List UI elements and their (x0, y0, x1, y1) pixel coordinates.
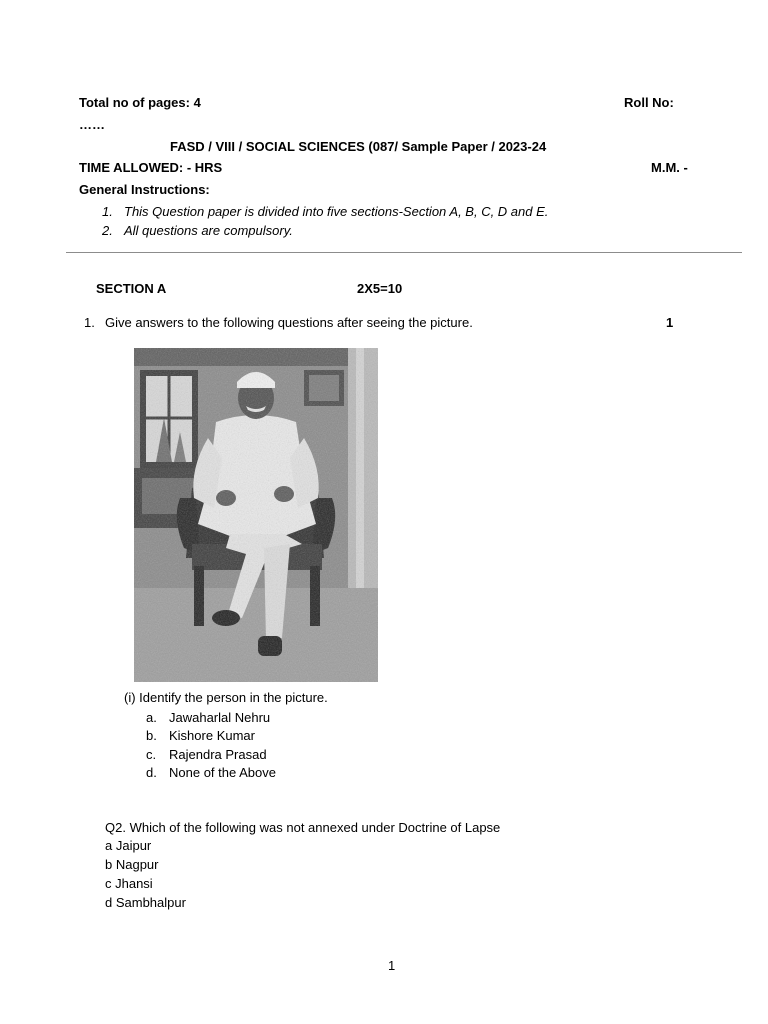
q1-option-a-text: Jawaharlal Nehru (169, 710, 271, 725)
portrait-photo (134, 348, 378, 682)
q2-option-c: c Jhansi (105, 876, 153, 891)
header-divider (66, 252, 742, 253)
q1-option-c-text: Rajendra Prasad (169, 747, 267, 762)
q2-option-a: a Jaipur (105, 838, 152, 853)
q1-subquestion: (i) Identify the person in the picture. (124, 690, 328, 705)
instruction-2-number: 2. (102, 223, 113, 238)
q1-text: Give answers to the following questions after seeing the picture. (105, 315, 473, 330)
q2-text: Q2. Which of the following was not annexed under Doctrine of Lapse (105, 820, 501, 835)
roll-no-label: Roll No: (624, 95, 674, 110)
q1-option-b-label: b. (146, 728, 157, 743)
q1-option-a-label: a. (146, 710, 157, 725)
total-pages: Total no of pages: 4 (79, 95, 201, 110)
q2-option-b: b Nagpur (105, 857, 159, 872)
time-allowed: TIME ALLOWED: - HRS (79, 160, 223, 175)
section-a-title: SECTION A (96, 281, 167, 296)
page-number: 1 (388, 958, 396, 973)
paper-title: FASD / VIII / SOCIAL SCIENCES (087/ Sample Paper / 2023-24 (170, 139, 547, 154)
q1-option-d-label: d. (146, 765, 157, 780)
instruction-1-text: This Question paper is divided into five sections-Section A, B, C, D and E. (124, 204, 549, 219)
q1-option-d-text: None of the Above (169, 765, 276, 780)
instructions-heading: General Instructions: (79, 182, 210, 197)
instruction-2-text: All questions are compulsory. (124, 223, 293, 238)
section-a-marks: 2X5=10 (357, 281, 403, 296)
q1-option-c-label: c. (146, 747, 157, 762)
max-marks: M.M. - (651, 160, 688, 175)
dots: …… (79, 117, 105, 132)
instruction-1-number: 1. (102, 204, 113, 219)
q1-marks: 1 (666, 315, 674, 330)
q1-number: 1. (84, 315, 95, 330)
q1-option-b-text: Kishore Kumar (169, 728, 255, 743)
q2-option-d: d Sambhalpur (105, 895, 186, 910)
